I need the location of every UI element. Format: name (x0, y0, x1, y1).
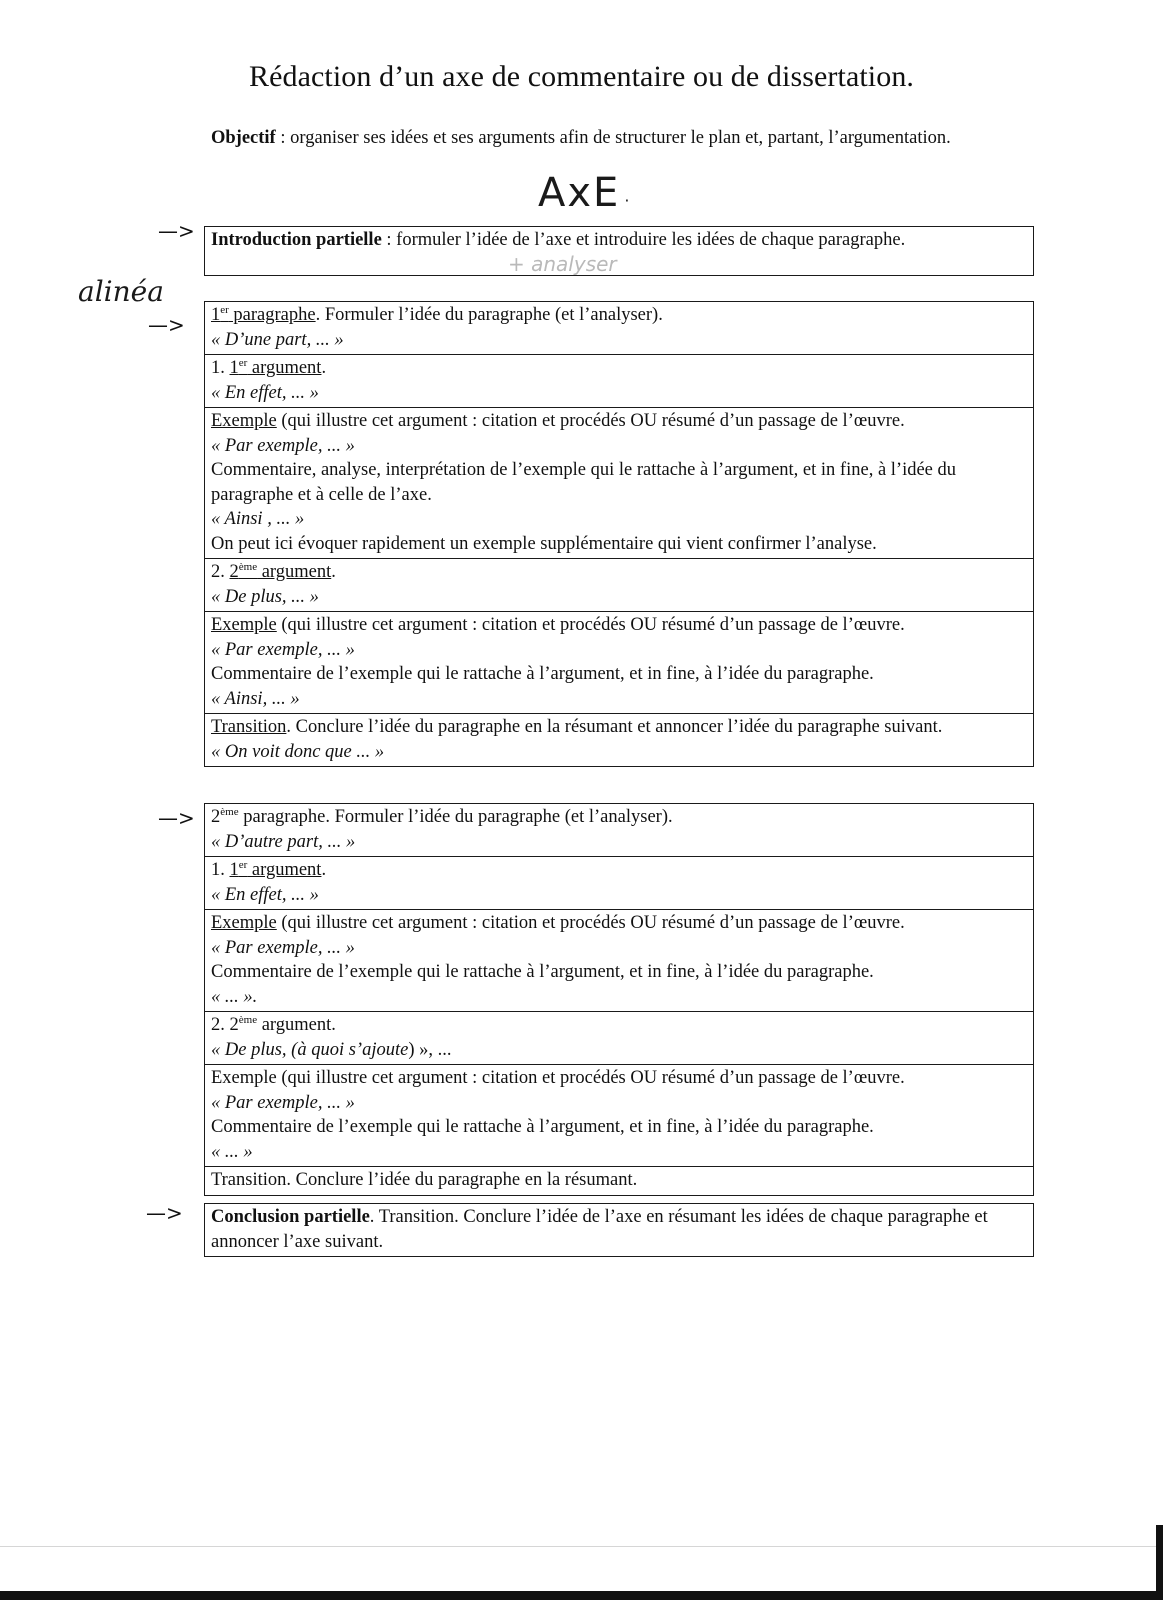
p2-ex1-cell (205, 909, 1033, 1011)
intro-cell (205, 227, 1033, 255)
p1-head-rest: . Formuler l’idée du paragraphe (et l’analyser). (315, 305, 663, 325)
p2-arg2 (211, 1013, 1027, 1038)
arrow-intro: —> (158, 219, 195, 243)
p1-arg2 (211, 560, 1027, 585)
p1-arg2-connector: « De plus, ... » (211, 586, 319, 607)
scan-edge-right (1156, 1525, 1163, 1600)
p1-arg2-num: 2 (229, 562, 239, 582)
p1-ex2-word: Exemple (211, 615, 277, 635)
p1-ex1-cell (205, 407, 1033, 558)
p1-ex2-comment: Commentaire de l’exemple qui le rattache à l’argument, et in fine, à l’idée du paragraphe. (211, 664, 874, 684)
p1-arg1-cell (205, 354, 1033, 407)
scan-edge-bottom (0, 1591, 1163, 1600)
p1-arg2-cell (205, 558, 1033, 611)
conclusion-cell (205, 1204, 1033, 1256)
p2-arg2-sup: ème (238, 1013, 258, 1026)
p2-head-num: 2 (211, 807, 221, 827)
p2-arg2-connector (211, 1038, 1027, 1063)
p1-arg1-sup: er (238, 356, 248, 369)
p2-arg1-pre: 1. (211, 860, 230, 880)
p2-ex1-word: Exemple (211, 913, 277, 933)
p1-ex2-connector: « Par exemple, ... » (211, 639, 355, 660)
p1-head-sup: er (220, 303, 229, 316)
p2-transition: Transition. Conclure l’idée du paragraphe en la résumant. (211, 1170, 638, 1190)
p1-head-word: paragraphe (228, 305, 316, 325)
p1-arg1 (211, 356, 1027, 381)
p2-arg2-cell (205, 1011, 1033, 1064)
p2-ex2-cell (205, 1064, 1033, 1166)
p1-head-cell (205, 302, 1033, 354)
p1-head-connector: « D’une part, ... » (211, 329, 344, 350)
p2-arg2-pre: 2. 2 (211, 1015, 239, 1035)
intro-line (211, 228, 1027, 253)
p1-transition-connector: « On voit donc que ... » (211, 741, 385, 762)
p2-head-cell (205, 804, 1033, 856)
p1-head-num: 1 (211, 305, 221, 325)
objective (211, 127, 1027, 149)
handwritten-dot: · (624, 191, 630, 210)
p1-transition (211, 715, 1027, 740)
intro-label: Introduction partielle (211, 230, 382, 250)
handwritten-analyser: + analyser (508, 252, 617, 276)
paragraph-2-box (204, 803, 1034, 1196)
p2-ex1 (211, 911, 1027, 936)
arrow-conclusion: —> (146, 1201, 183, 1225)
p1-transition-word: Transition (211, 717, 287, 737)
p2-ex2-text: Exemple (qui illustre cet argument : citation et procédés OU résumé d’un passage de l’œuvre. (211, 1068, 905, 1088)
p1-arg1-num: 1 (229, 358, 239, 378)
p2-ex2-comment: Commentaire de l’exemple qui le rattache à l’argument, et in fine, à l’idée du paragraphe. (211, 1117, 874, 1137)
p2-arg2-connector-b: ) », ... (408, 1039, 452, 1060)
page-title: Rédaction d’un axe de commentaire ou de dissertation. (248, 60, 915, 93)
p2-arg2-connector-a: « De plus, (à quoi s’ajoute (211, 1039, 409, 1060)
p1-arg1-word: argument (247, 358, 322, 378)
p1-ex1-word: Exemple (211, 411, 277, 431)
p2-arg1-num: 1 (229, 860, 239, 880)
p2-transition-cell (205, 1166, 1033, 1195)
p1-arg1-rest: . (321, 358, 327, 378)
p2-arg1-rest: . (321, 860, 327, 880)
p1-transition-rest: . Conclure l’idée du paragraphe en la résumant et annoncer l’idée du paragraphe suivant. (286, 717, 943, 737)
paragraph-1-box (204, 301, 1034, 767)
p2-head-rest: paragraphe. Formuler l’idée du paragraphe (et l’analyser). (238, 807, 673, 827)
p1-head (211, 303, 1027, 328)
p2-head (211, 805, 1027, 830)
p2-ex2-connector: « Par exemple, ... » (211, 1092, 355, 1113)
p1-ex1 (211, 409, 1027, 434)
conclusion-label: Conclusion partielle (211, 1207, 370, 1227)
conclusion-line (211, 1205, 1027, 1254)
p1-arg2-pre: 2. (211, 562, 230, 582)
intro-box (204, 226, 1034, 276)
p1-transition-cell (205, 713, 1033, 766)
p2-ex1-comment: Commentaire de l’exemple qui le rattache à l’argument, et in fine, à l’idée du paragraphe. (211, 962, 874, 982)
p2-ex1-connector2: « ... ». (211, 986, 258, 1007)
conclusion-box (204, 1203, 1034, 1257)
p2-arg1-cell (205, 856, 1033, 909)
handwritten-alinea: alinéa (78, 275, 164, 308)
p1-ex2-connector2: « Ainsi, ... » (211, 688, 300, 709)
p2-head-sup: ème (220, 805, 239, 818)
p1-ex1-rest: (qui illustre cet argument : citation et procédés OU résumé d’un passage de l’œuvre. (276, 411, 905, 431)
p1-ex1-extra: On peut ici évoquer rapidement un exemple supplémentaire qui vient confirmer l’analyse. (211, 533, 877, 554)
p1-ex1-connector2: « Ainsi , ... » (211, 509, 305, 529)
p2-ex2-connector2: « ... » (211, 1141, 253, 1162)
p1-arg2-sup: ème (238, 560, 258, 573)
handwritten-axe (538, 170, 629, 216)
p2-arg1-sup: er (238, 858, 248, 871)
p2-head-connector: « D’autre part, ... » (211, 831, 356, 852)
p1-ex2-rest: (qui illustre cet argument : citation et procédés OU résumé d’un passage de l’œuvre. (276, 615, 905, 635)
p2-arg1-connector: « En effet, ... » (211, 884, 319, 905)
arrow-paragraph-1: —> (148, 313, 185, 337)
scan-line (0, 1546, 1163, 1547)
p2-arg1 (211, 858, 1027, 883)
p1-arg2-rest: . (331, 562, 336, 582)
objective-label: Objectif (211, 128, 276, 148)
intro-text: : formuler l’idée de l’axe et introduire les idées de chaque paragraphe. (381, 230, 906, 250)
p1-arg1-connector: « En effet, ... » (211, 382, 319, 403)
p1-ex1-comment: Commentaire, analyse, interprétation de l’exemple qui le rattache à l’argument, et in fine, à l’idée du paragraphe et à celle de l’axe. (211, 460, 957, 505)
arrow-paragraph-2: —> (158, 806, 195, 830)
p1-ex1-connector: « Par exemple, ... » (211, 435, 355, 456)
objective-text: : organiser ses idées et ses arguments afin de structurer le plan et, partant, l’argumentation. (275, 128, 951, 148)
p1-arg1-pre: 1. (211, 358, 230, 378)
p2-ex1-connector: « Par exemple, ... » (211, 937, 355, 958)
p2-arg1-word: argument (247, 860, 322, 880)
p1-arg2-word: argument (257, 562, 332, 582)
p1-ex2 (211, 613, 1027, 638)
conclusion-text: . Transition. Conclure l’idée de l’axe en résumant les idées de chaque paragraphe et annoncer l’axe suivant. (211, 1207, 988, 1252)
p1-ex2-cell (205, 611, 1033, 713)
p2-arg2-rest: argument. (257, 1015, 336, 1035)
p2-ex1-rest: (qui illustre cet argument : citation et procédés OU résumé d’un passage de l’œuvre. (276, 913, 905, 933)
handwritten-axe-text: AxE (538, 170, 621, 216)
